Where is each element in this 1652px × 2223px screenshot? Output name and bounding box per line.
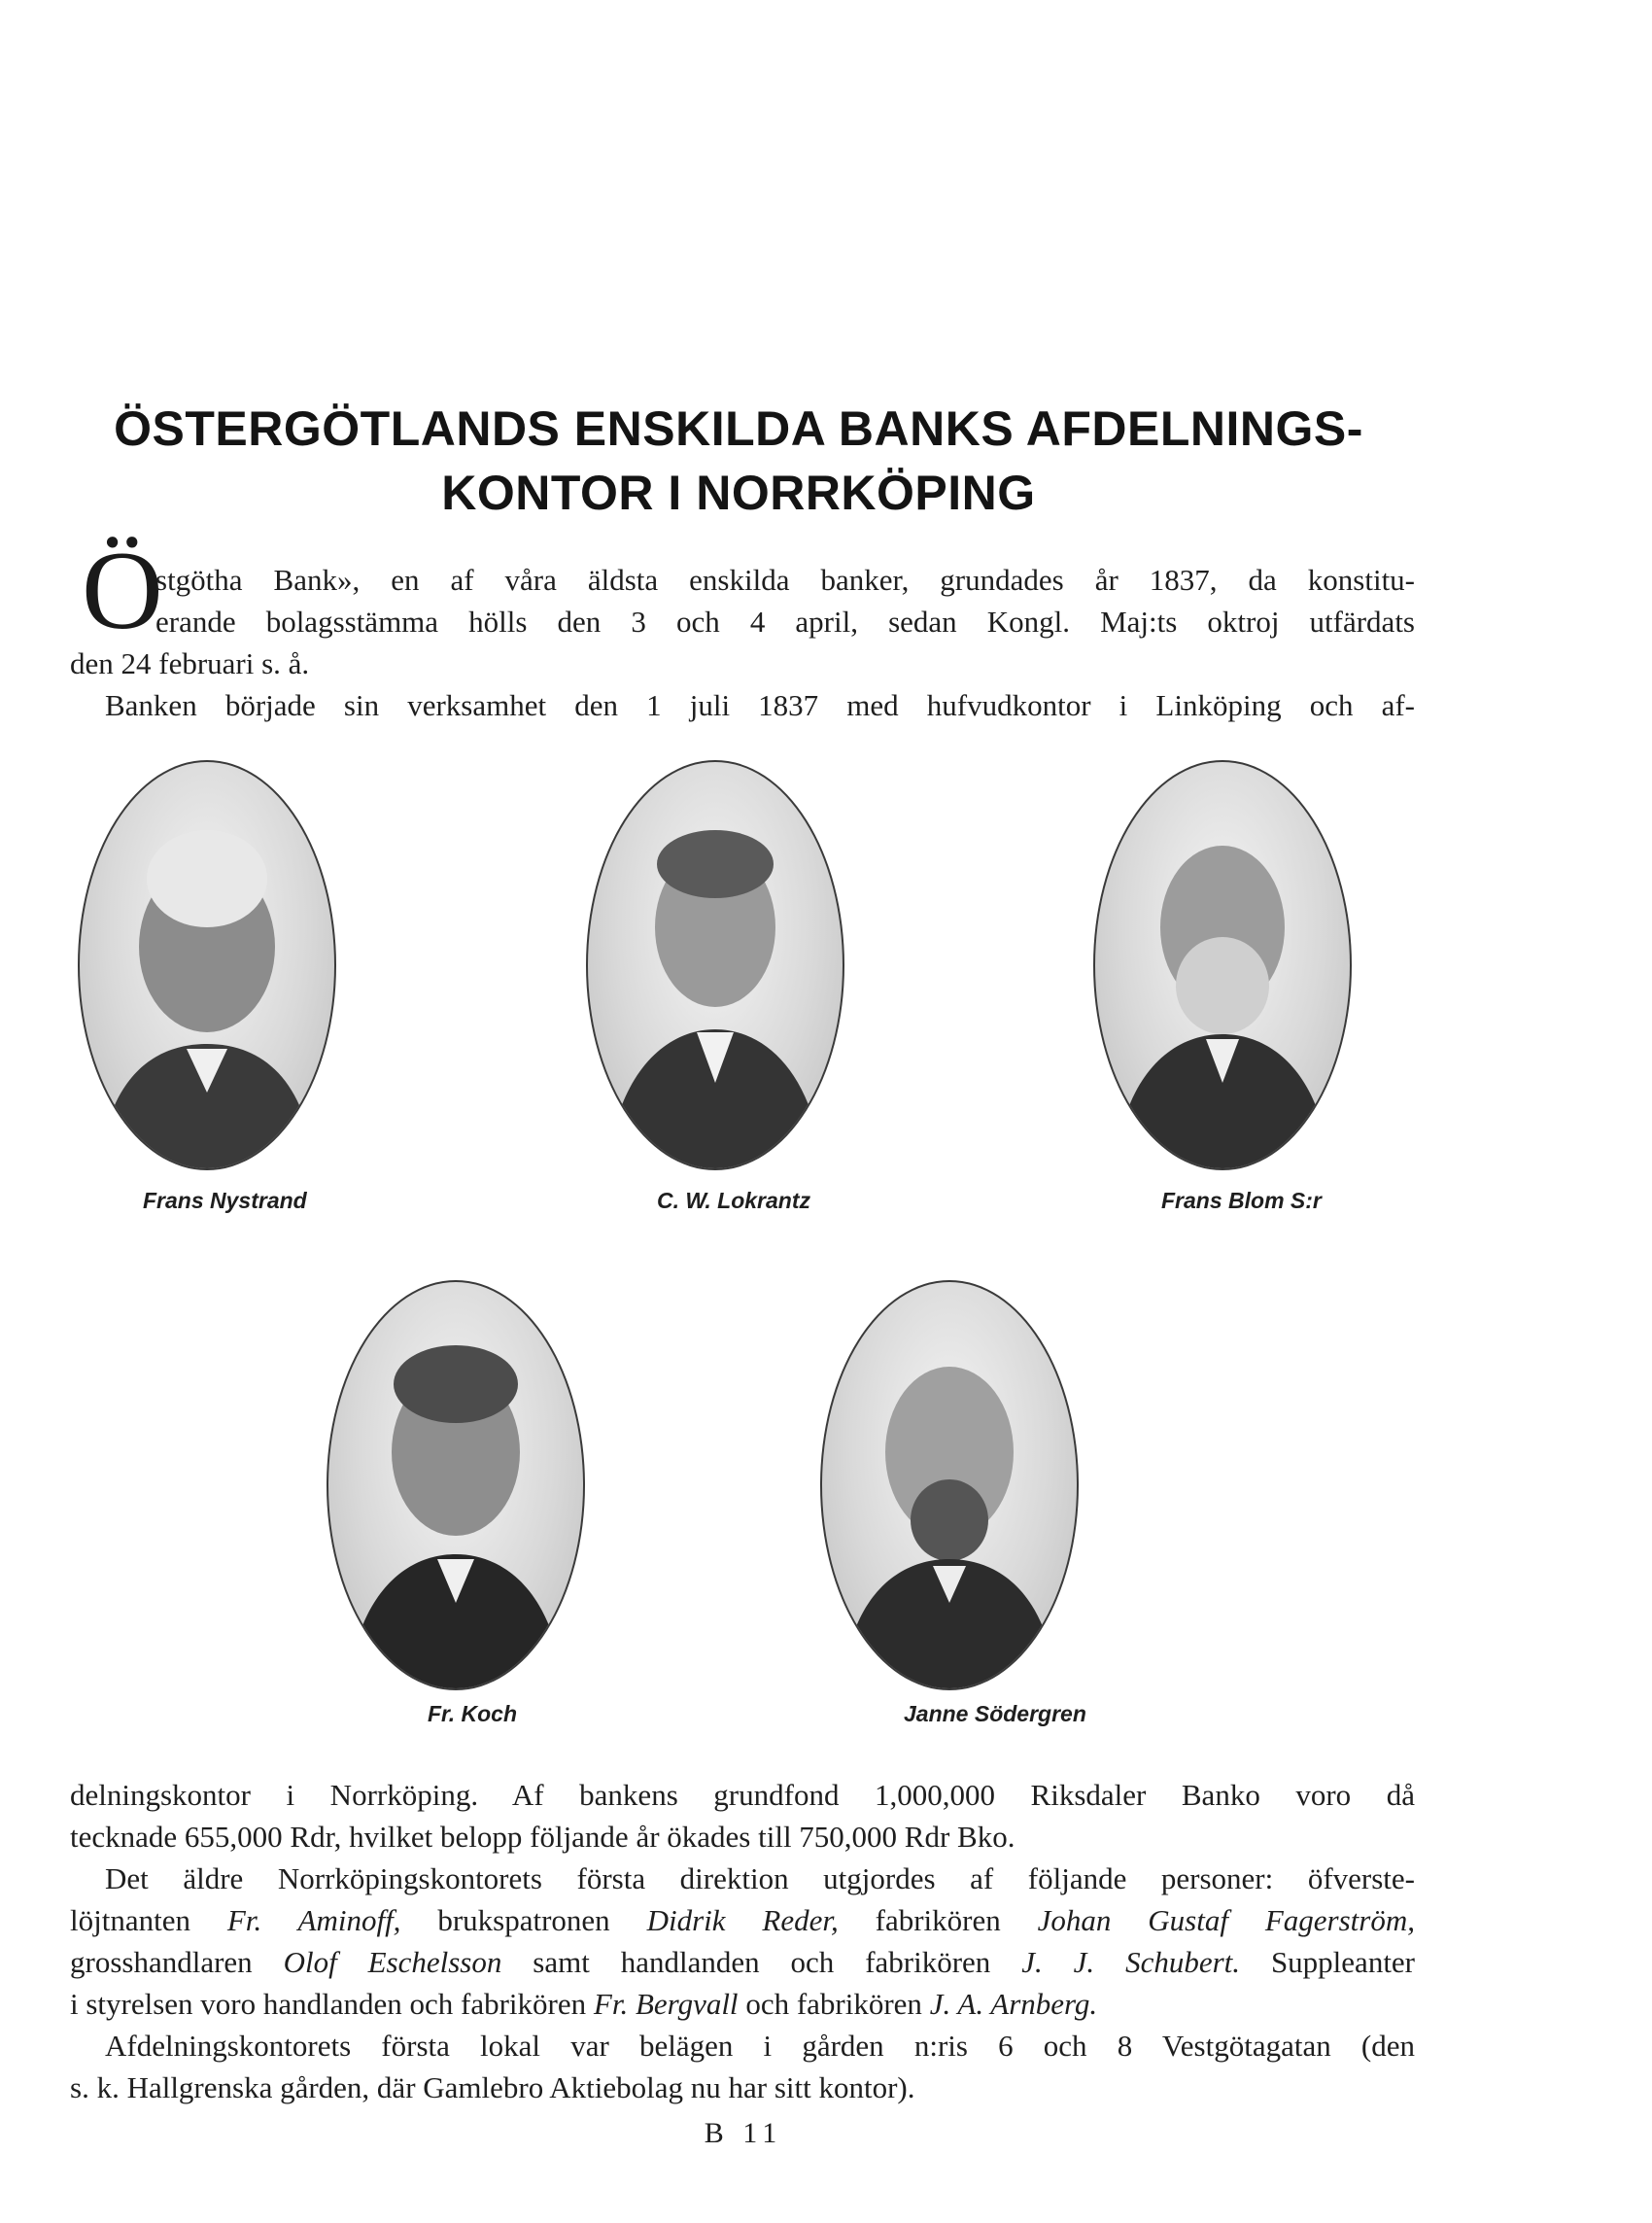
intro-line-2: erande bolagsstämma hölls den 3 och 4 april, sedan Kongl. Maj:ts oktroj utfärdats (155, 605, 1415, 639)
p2-text: och fabrikören (738, 1987, 930, 2021)
paragraph-2 (70, 1858, 1415, 2025)
intro-paragraph-tail (70, 643, 1415, 726)
paragraph-1 (70, 1774, 1415, 1858)
p2-text: fabrikören (838, 1903, 1038, 1937)
intro-paragraph-lead (155, 559, 1415, 643)
p1-line-1: delningskontor i Norrköping. Af bankens grundfond 1,000,000 Riksdaler Banko voro då (70, 1778, 1415, 1812)
p2-text: brukspatronen (400, 1903, 647, 1937)
p2-text: Suppleanter (1240, 1945, 1416, 1979)
p2-line-4 (70, 1983, 1415, 2025)
p3-line-1: Afdelningskontorets första lokal var belägen i gården n:ris 6 och 8 Vestgötagatan (den (105, 2029, 1415, 2063)
intro-line-3: den 24 februari s. å. (70, 646, 310, 680)
title-line-1: ÖSTERGÖTLANDS ENSKILDA BANKS AFDELNINGS- (114, 401, 1363, 456)
portrait-photo-icon (80, 762, 334, 1168)
portrait-cw-lokrantz (586, 760, 844, 1170)
portrait-photo-icon (1095, 762, 1350, 1168)
p2-line-2 (70, 1899, 1415, 1941)
drop-cap: Ö (82, 529, 163, 653)
caption-janne-sodergren: Janne Södergren (904, 1701, 1086, 1726)
person-name: J. J. Schubert. (1021, 1945, 1241, 1979)
person-name: J. A. Arnberg. (929, 1987, 1098, 2021)
paragraph-3 (70, 2025, 1415, 2108)
caption-frans-nystrand: Frans Nystrand (143, 1188, 307, 1213)
page-folio: B 11 (704, 2117, 783, 2149)
portrait-photo-icon (328, 1282, 583, 1688)
person-name: Fr. Bergvall (593, 1987, 739, 2021)
p2-line-3 (70, 1941, 1415, 1983)
portrait-fr-koch (327, 1280, 585, 1690)
intro-line-1: stgötha Bank», en af våra äldsta enskilda banker, grundades år 1837, da konstitu- (155, 563, 1415, 597)
intro-line-4: Banken började sin verksamhet den 1 juli 1837 med hufvudkontor i Linköping och af- (105, 688, 1415, 722)
page-title (58, 397, 1419, 525)
person-name: Olof Eschelsson (283, 1945, 502, 1979)
p1-line-2: tecknade 655,000 Rdr, hvilket belopp följande år ökades till 750,000 Rdr Bko. (70, 1820, 1015, 1854)
p2-text: löjtnanten (70, 1903, 227, 1937)
p3-line-2: s. k. Hallgrenska gården, där Gamlebro Aktiebolag nu har sitt kontor). (70, 2070, 915, 2104)
p2-text: samt handlanden och fabrikören (501, 1945, 1022, 1979)
caption-cw-lokrantz: C. W. Lokrantz (657, 1188, 811, 1213)
portrait-photo-icon (588, 762, 843, 1168)
portrait-frans-nystrand (78, 760, 336, 1170)
p2-text: i styrelsen voro handlanden och fabrikören (70, 1987, 594, 2021)
person-name: Johan Gustaf Fagerström, (1037, 1903, 1415, 1937)
p2-text: grosshandlaren (70, 1945, 284, 1979)
title-line-2: KONTOR I NORRKÖPING (441, 466, 1036, 520)
p2-line-1: Det äldre Norrköpingskontorets första direktion utgjordes af följande personer: öfverste- (105, 1861, 1415, 1895)
portrait-janne-sodergren (820, 1280, 1079, 1690)
person-name: Fr. Aminoff, (226, 1903, 401, 1937)
portrait-frans-blom (1093, 760, 1352, 1170)
caption-fr-koch: Fr. Koch (428, 1701, 518, 1726)
portrait-photo-icon (822, 1282, 1077, 1688)
person-name: Didrik Reder, (646, 1903, 839, 1937)
caption-frans-blom: Frans Blom S:r (1161, 1188, 1322, 1213)
